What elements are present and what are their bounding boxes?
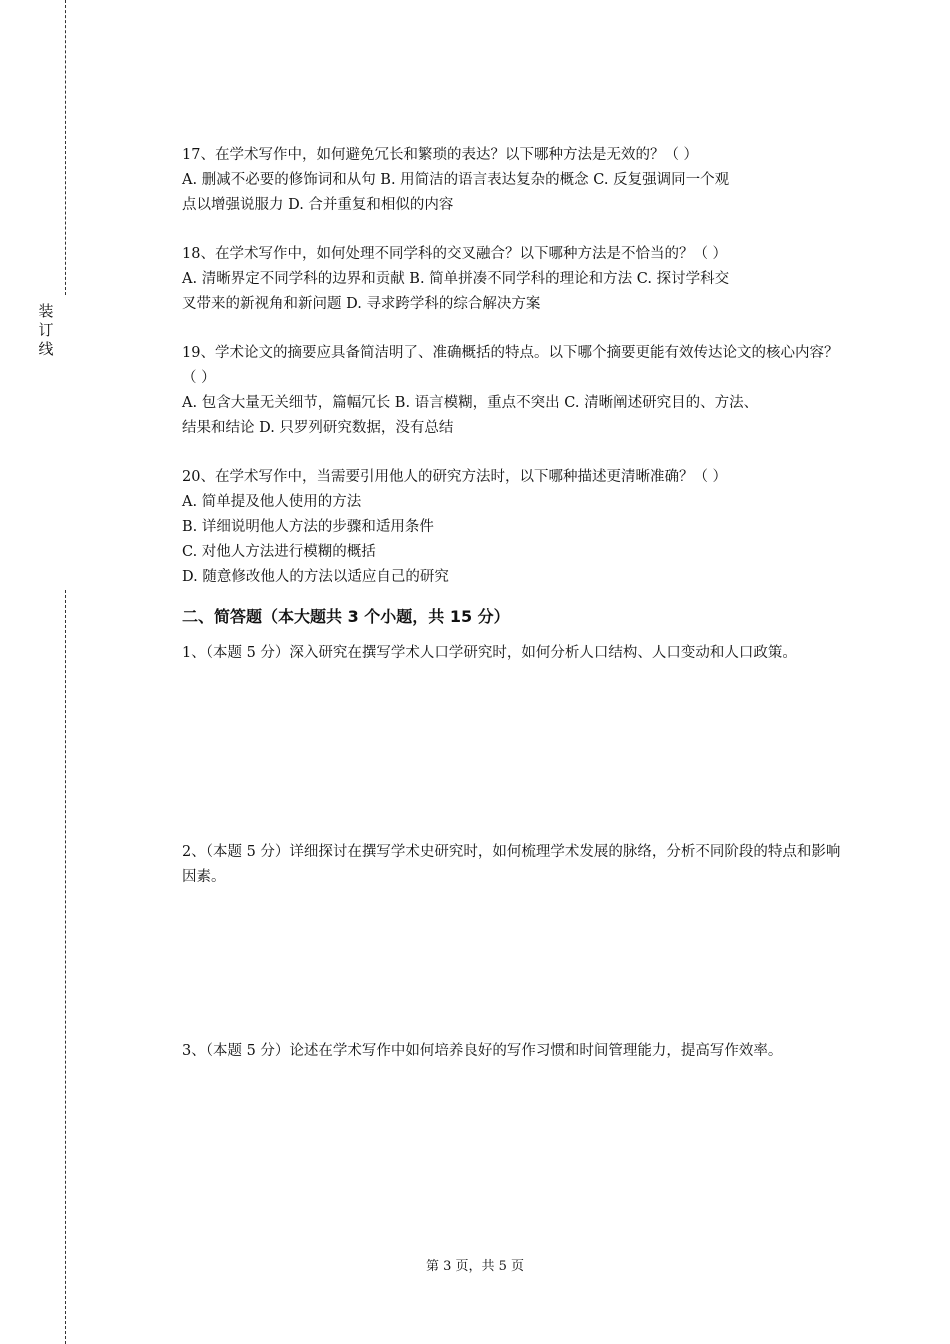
question-options-line: 叉带来的新视角和新问题 D. 寻求跨学科的综合解决方案 — [182, 296, 541, 312]
option-b: B. 详细说明他人方法的步骤和适用条件 — [182, 519, 434, 535]
question-19 — [182, 341, 850, 441]
page-number: 第 3 页，共 5 页 — [425, 1259, 525, 1274]
short-answer-1: 1、（本题 5 分）深入研究在撰写学术人口学研究时，如何分析人口结构、人口变动和人口政策。 — [182, 645, 797, 661]
question-options-line: 结果和结论 D. 只罗列研究数据，没有总结 — [182, 420, 454, 436]
option-a: A. 简单提及他人使用的方法 — [182, 494, 362, 510]
question-options-line: 点以增强说服力 D. 合并重复和相似的内容 — [182, 197, 454, 213]
question-options-line: A. 删减不必要的修饰词和从句 B. 用简洁的语言表达复杂的概念 C. 反复强调同一个观 — [182, 172, 730, 188]
option-d: D. 随意修改他人的方法以适应自己的研究 — [182, 569, 449, 585]
question-20 — [182, 465, 850, 590]
binding-char: 装 — [38, 302, 54, 320]
binding-line-top — [65, 0, 66, 295]
question-text: 17、在学术写作中，如何避免冗长和繁琐的表达？以下哪种方法是无效的？（ ） — [182, 147, 699, 163]
option-c: C. 对他人方法进行模糊的概括 — [182, 544, 376, 560]
question-text: 20、在学术写作中，当需要引用他人的研究方法时，以下哪种描述更清晰准确？（ ） — [182, 469, 728, 485]
section-title: 二、简答题（本大题共 3 个小题，共 15 分） — [182, 607, 510, 626]
binding-char: 订 — [38, 321, 54, 339]
question-18 — [182, 242, 850, 317]
binding-char: 线 — [38, 340, 54, 358]
question-text: 18、在学术写作中，如何处理不同学科的交叉融合？以下哪种方法是不恰当的？（ ） — [182, 246, 728, 262]
binding-line-bottom — [65, 590, 66, 1344]
short-answer-2: 2、（本题 5 分）详细探讨在撰写学术史研究时，如何梳理学术发展的脉络，分析不同阶段的特点和影响因素。 — [182, 844, 841, 885]
question-options-line: A. 清晰界定不同学科的边界和贡献 B. 简单拼凑不同学科的理论和方法 C. 探讨学科交 — [182, 271, 730, 287]
binding-label — [36, 302, 56, 359]
question-17 — [182, 143, 850, 218]
question-options-line: A. 包含大量无关细节，篇幅冗长 B. 语言模糊，重点不突出 C. 清晰阐述研究目的、方法、 — [182, 395, 759, 411]
questions-section — [182, 143, 850, 630]
question-text: 19、学术论文的摘要应具备简洁明了、准确概括的特点。以下哪个摘要更能有效传达论文的核心内容？（ ） — [182, 345, 839, 386]
short-answer-3: 3、（本题 5 分）论述在学术写作中如何培养良好的写作习惯和时间管理能力，提高写作效率。 — [182, 1043, 783, 1059]
